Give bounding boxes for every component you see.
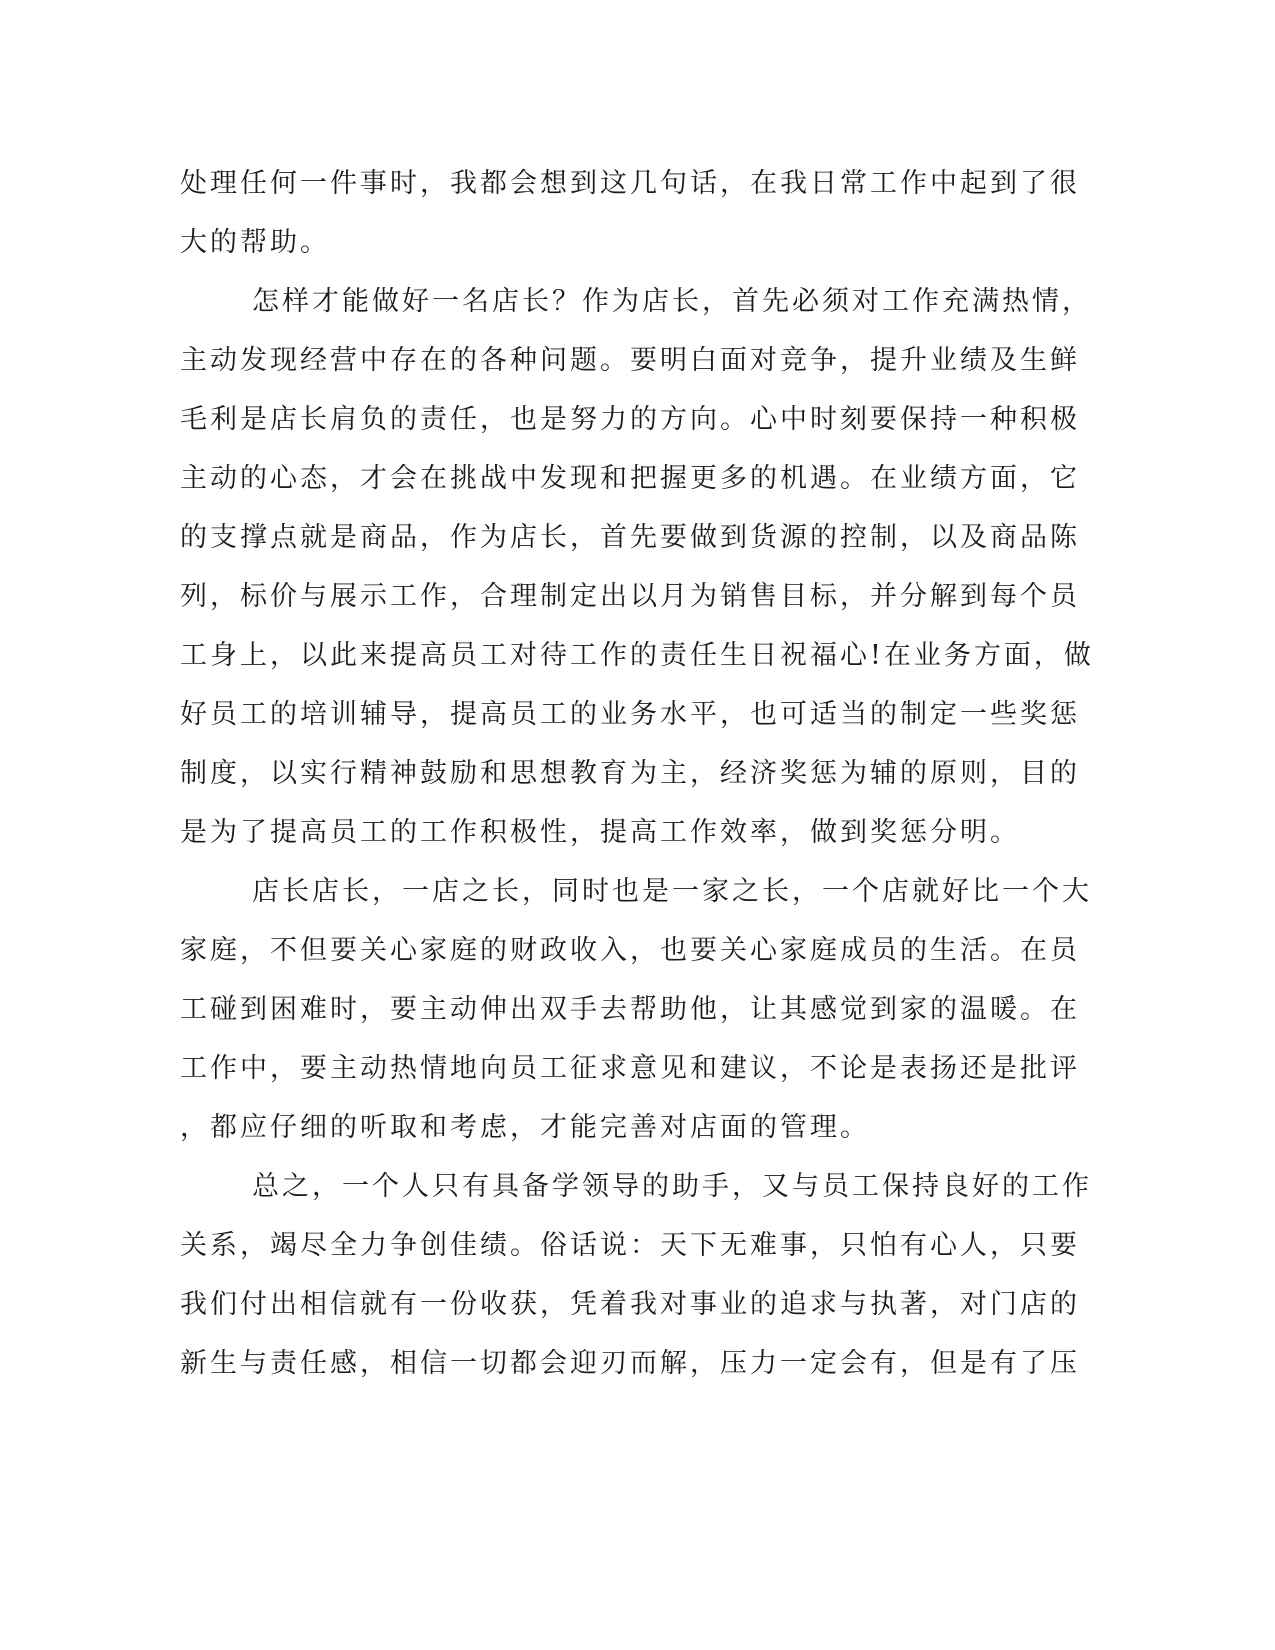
text-line: 是为了提高员工的工作积极性，提高工作效率，做到奖惩分明。 — [180, 817, 1020, 848]
body-text — [180, 154, 1094, 1393]
paragraph-start-line: 总之，一个人只有具备学领导的助手，又与员工保持良好的工作 — [252, 1171, 1092, 1202]
text-line: 家庭，不但要关心家庭的财政收入，也要关心家庭成员的生活。在员 — [180, 935, 1080, 966]
text-line: 列，标价与展示工作，合理制定出以月为销售目标，并分解到每个员 — [180, 581, 1080, 612]
text-line: 工碰到困难时，要主动伸出双手去帮助他，让其感觉到家的温暖。在 — [180, 994, 1080, 1025]
text-line: 的支撑点就是商品，作为店长，首先要做到货源的控制，以及商品陈 — [180, 522, 1080, 553]
paragraph-start-line: 店长店长，一店之长，同时也是一家之长，一个店就好比一个大 — [252, 876, 1092, 907]
text-line: 主动的心态，才会在挑战中发现和把握更多的机遇。在业绩方面，它 — [180, 463, 1080, 494]
text-line: 关系，竭尽全力争创佳绩。俗话说：天下无难事，只怕有心人，只要 — [180, 1230, 1080, 1261]
text-line: 工作中，要主动热情地向员工征求意见和建议，不论是表扬还是批评 — [180, 1053, 1080, 1084]
text-line: 工身上，以此来提高员工对待工作的责任生日祝福心!在业务方面，做 — [180, 640, 1094, 671]
text-line: ，都应仔细的听取和考虑，才能完善对店面的管理。 — [180, 1112, 870, 1143]
text-line: 制度，以实行精神鼓励和思想教育为主，经济奖惩为辅的原则，目的 — [180, 758, 1080, 789]
text-line: 主动发现经营中存在的各种问题。要明白面对竞争，提升业绩及生鲜 — [180, 345, 1080, 376]
text-line: 毛利是店长肩负的责任，也是努力的方向。心中时刻要保持一种积极 — [180, 404, 1080, 435]
text-line: 新生与责任感，相信一切都会迎刃而解，压力一定会有，但是有了压 — [180, 1348, 1080, 1379]
text-line: 好员工的培训辅导，提高员工的业务水平，也可适当的制定一些奖惩 — [180, 699, 1080, 730]
text-line: 我们付出相信就有一份收获，凭着我对事业的追求与执著，对门店的 — [180, 1289, 1080, 1320]
paragraph-start-line: 怎样才能做好一名店长？作为店长，首先必须对工作充满热情， — [252, 286, 1092, 317]
text-line: 处理任何一件事时，我都会想到这几句话，在我日常工作中起到了很 — [180, 168, 1080, 199]
text-line: 大的帮助。 — [180, 227, 330, 258]
